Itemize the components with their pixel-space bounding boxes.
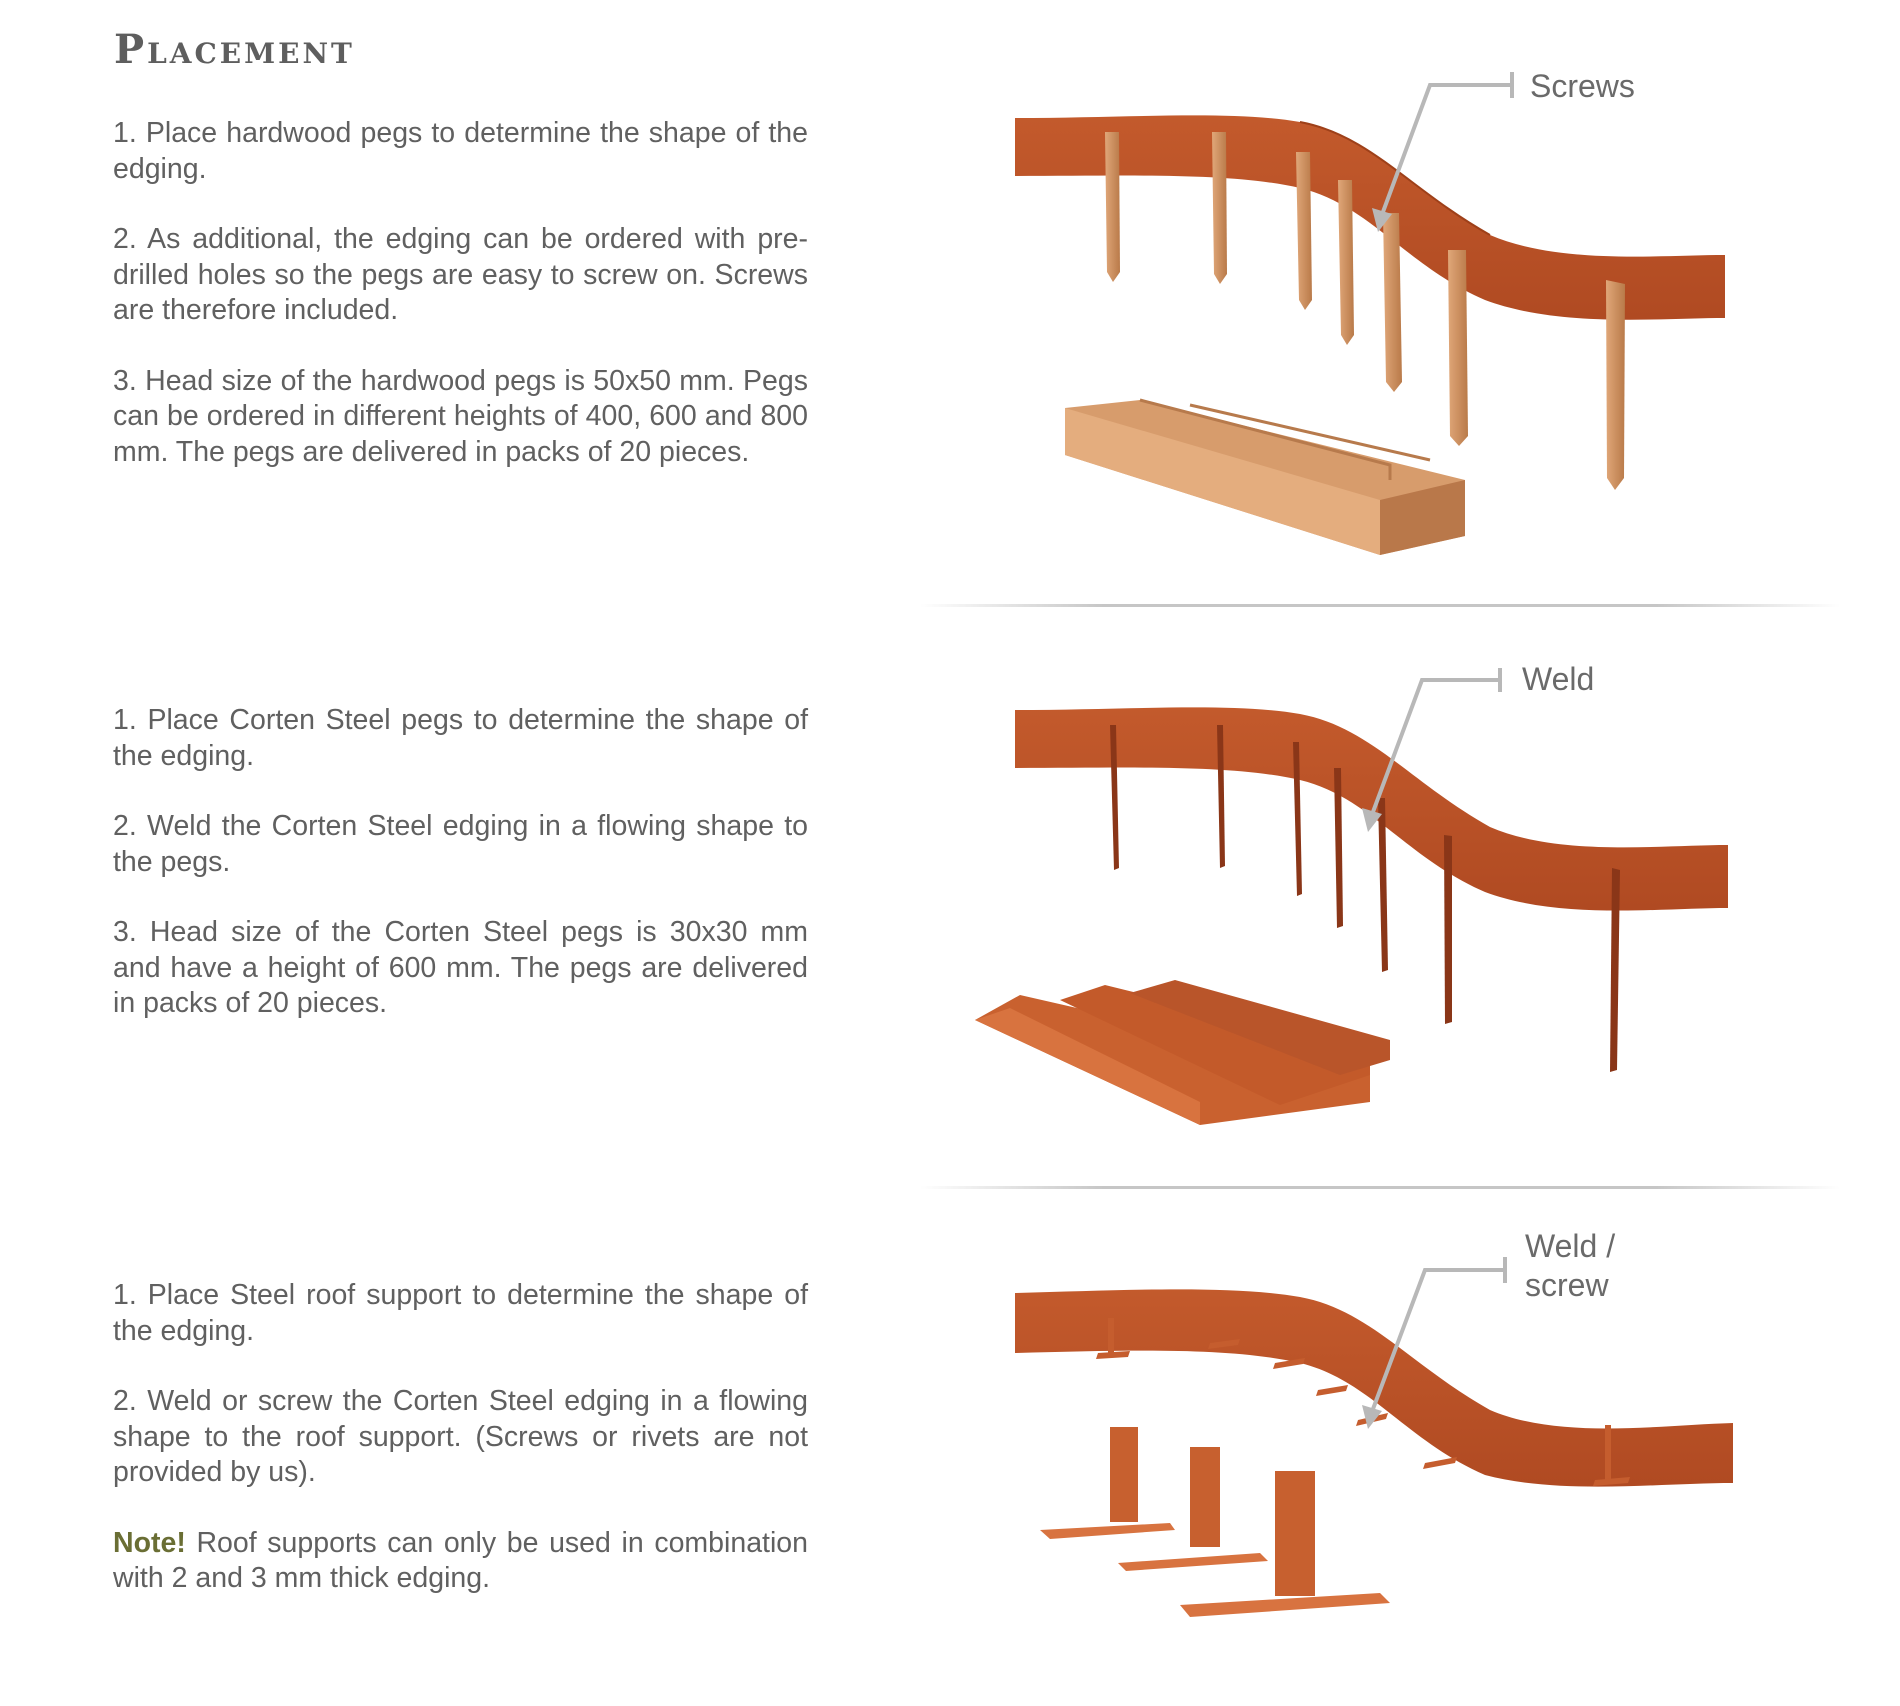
roof-support-stack (1040, 1427, 1390, 1617)
instruction-step-2: 2. Weld the Corten Steel edging in a flowing shape to the pegs. (113, 810, 808, 878)
hardwood-pegs-illustration (900, 60, 1800, 580)
instruction-step-3: 3. Head size of the Corten Steel pegs is 30x30 mm and have a height of 600 mm. The pegs are delivered in packs of 20 pieces. (113, 916, 808, 1019)
instructions-text (113, 1278, 808, 1632)
note-text: Roof supports can only be used in combination with 2 and 3 mm thick edging. (113, 1526, 808, 1594)
roof-support-illustration (900, 1225, 1800, 1705)
callout-label-screws: Screws (1530, 68, 1635, 104)
instruction-step-1: 1. Place hardwood pegs to determine the shape of the edging. (113, 117, 808, 185)
corten-pegs-illustration (900, 650, 1800, 1170)
instructions-text (113, 703, 808, 1057)
angle-pegs-stack (975, 980, 1390, 1125)
instruction-step-2: 2. Weld or screw the Corten Steel edging in a flowing shape to the roof support. (Screws or rivets are not provided by us). (113, 1385, 808, 1488)
section-divider-2 (920, 1186, 1840, 1189)
note-label: Note! (113, 1526, 186, 1559)
callout-label-weld-screw-line2: screw (1525, 1267, 1609, 1303)
instruction-step-2: 2. As additional, the edging can be ordered with pre-drilled holes so the pegs are easy to screw on. Screws are therefore included. (113, 223, 808, 326)
corten-pegs-svg (900, 650, 1800, 1170)
note-paragraph (113, 1526, 808, 1597)
instruction-step-1: 1. Place Steel roof support to determine the shape of the edging. (113, 1279, 808, 1347)
section-divider-1 (920, 604, 1840, 607)
instructions-text (113, 116, 808, 505)
page-title: Placement (114, 26, 355, 73)
callout-label-weld: Weld (1522, 661, 1595, 697)
instruction-step-3: 3. Head size of the hardwood pegs is 50x50 mm. Pegs can be ordered in different heights of 400, 600 and 800 mm. The pegs are delivered in packs of 20 pieces. (113, 364, 808, 468)
callout-label-weld-screw-line1: Weld / (1525, 1228, 1616, 1264)
hardwood-pegs-svg (900, 60, 1800, 580)
peg-stack (1065, 400, 1465, 555)
roof-support-svg (900, 1225, 1800, 1705)
corten-edging-strip (1015, 707, 1728, 910)
instruction-step-1: 1. Place Corten Steel pegs to determine the shape of the edging. (113, 704, 808, 772)
